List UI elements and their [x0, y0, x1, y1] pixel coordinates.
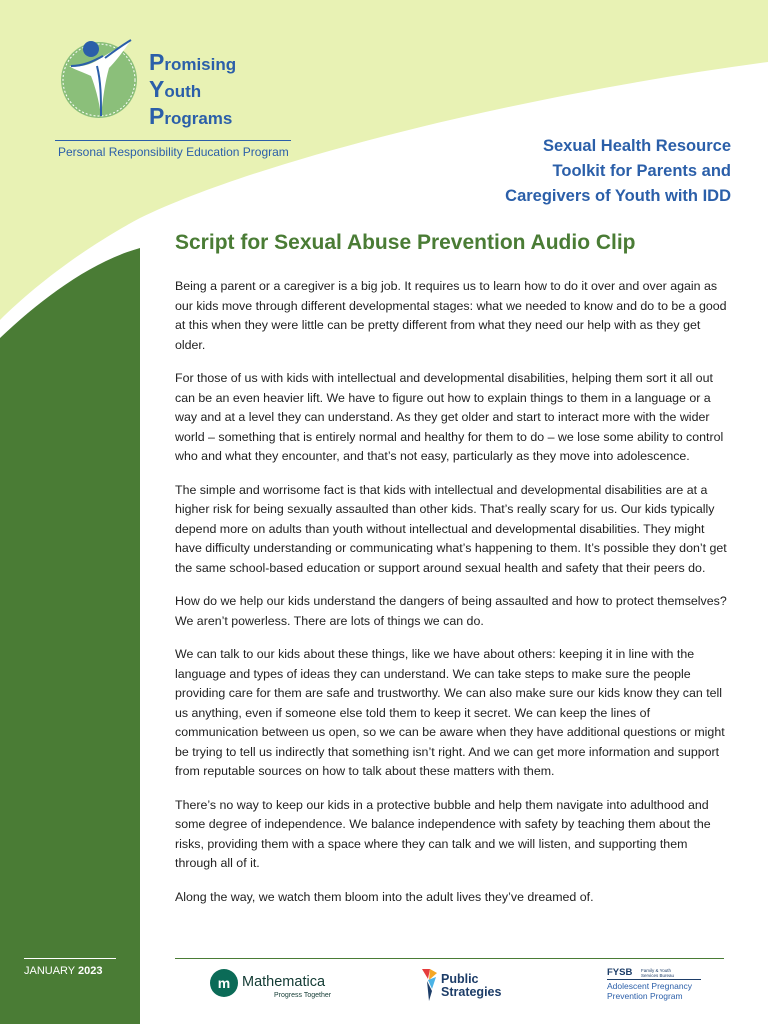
fysb-logo [607, 967, 727, 1007]
fysb-bureau-name: Family & Youth Services Bureau [641, 968, 675, 978]
paragraph: How do we help our kids understand the dangers of being assaulted and how to protect themselves? We aren’t powerless. There are lots of things we can do. [175, 594, 727, 628]
paragraph: For those of us with kids with intellectual and developmental disabilities, helping them sort it all out can be an even heavier lift. We have to figure out how to explain things to them in a language or a way and at a level they can understand. As they get older and start to interact more with the wider world – something that is entirely normal and healthy for them to do – we lose some ability to control who and what they encounter, and that’s not easy, particularly as they move into adolescence. [175, 371, 724, 463]
green-sidebar [0, 248, 140, 1024]
paragraph: We can talk to our kids about these things, like we have about others: keeping it in line with the language and types of ideas they can understand. We can take steps to make sure the people providing care for them are safe and trustworthy. We can also make sure our kids know they can tell us anything, even if someone else told them to keep it secret. We can keep the lines of communication between us open, so we can be aware when they have additional questions or might be trying to tell us indirectly that something isn’t right. And we can get more information and support from reputable sources on how to talk about these matters with them. [175, 647, 725, 778]
public-strategies-mark-icon [420, 967, 438, 1003]
mathematica-name: Mathematica [242, 974, 326, 990]
logo-line-youth: Youth [149, 76, 202, 102]
mathematica-mark-icon: m [210, 969, 238, 997]
toolkit-title-line-2: Toolkit for Parents and [552, 162, 731, 180]
mathematica-logo [210, 969, 340, 1005]
fysb-program-name: Adolescent Pregnancy Prevention Program [607, 981, 693, 1001]
public-strategies-logo [420, 967, 510, 1007]
public-strategies-name: Public Strategies [441, 972, 502, 999]
date-divider [24, 958, 116, 959]
logo-subtitle: Personal Responsibility Education Program [58, 145, 289, 159]
publication-date: JANUARY 2023 [24, 965, 103, 977]
logo-line-programs: Programs [149, 103, 233, 129]
page-title: Script for Sexual Abuse Prevention Audio Clip [175, 231, 636, 254]
mathematica-tagline: Progress Together [274, 992, 332, 999]
youth-figure-icon [57, 36, 143, 122]
logo-divider [55, 140, 291, 141]
script-body [175, 277, 730, 921]
toolkit-title-line-3: Caregivers of Youth with IDD [505, 187, 731, 205]
paragraph: The simple and worrisome fact is that kids with intellectual and developmental disabilities are at a higher risk for being sexually assaulted than other kids. That’s really scary for us. Our kids typically depend more on adults than youth without intellectual and developmental disabilities. They might have difficulty understanding or communicating what’s happening to them. It’s possible they don’t get the same school-based education or support around sexual health and safety that their peers do. [175, 482, 727, 575]
paragraph: There’s no way to keep our kids in a protective bubble and help them navigate into adulthood and some degree of independence. We balance independence with safety by teaching them about the risks, providing them with a space where they can talk and we will listen, and supporting them through all of it. [175, 797, 711, 870]
toolkit-title-line-1: Sexual Health Resource [543, 137, 731, 155]
logo-line-promising: Promising [149, 49, 237, 75]
paragraph: Along the way, we watch them bloom into the adult lives they’ve dreamed of. [175, 889, 594, 904]
footer-divider [175, 958, 724, 959]
fysb-divider [607, 979, 701, 980]
paragraph: Being a parent or a caregiver is a big job. It requires us to learn how to do it over and over again as our kids move through different developmental stages: what we needed to know and do to be a good at this when they were little can be pretty different from what they need our help with as they get older. [175, 279, 727, 352]
fysb-abbr: FYSB [607, 967, 633, 978]
toolkit-title [431, 134, 731, 209]
